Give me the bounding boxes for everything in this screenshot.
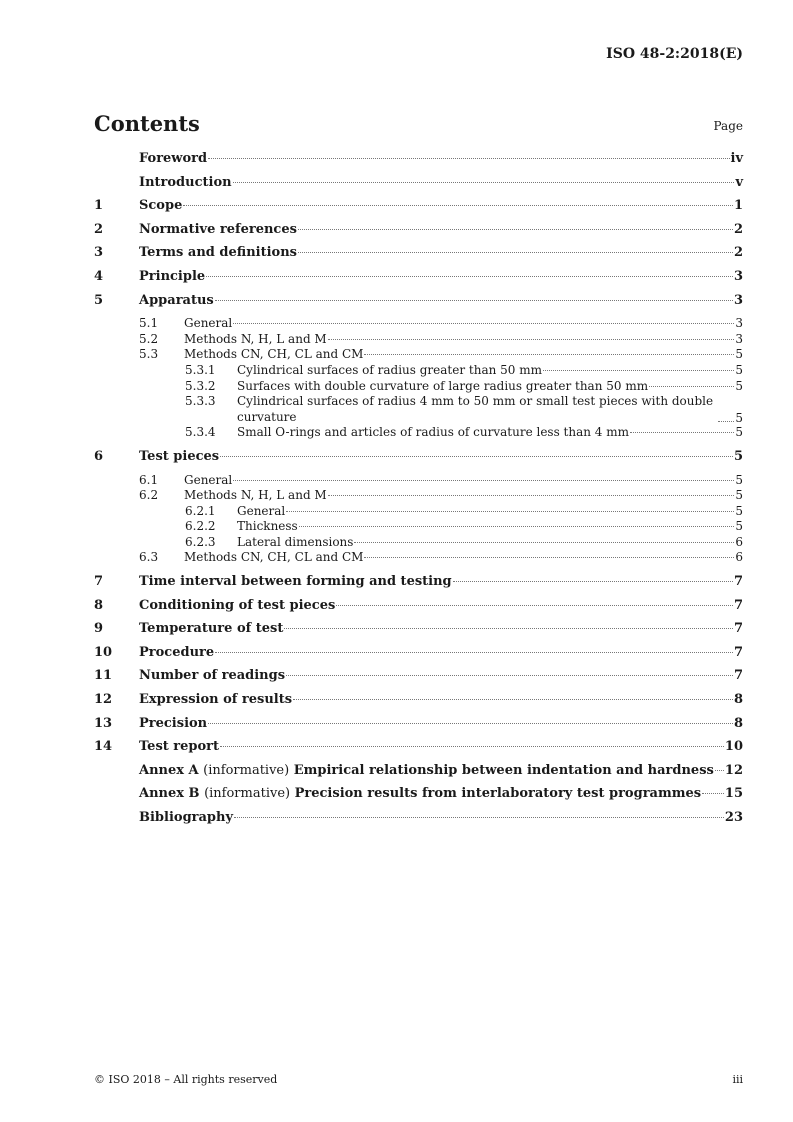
toc-entry[interactable] (94, 716, 743, 740)
toc-entry-text (139, 716, 743, 731)
toc-entry[interactable] (94, 550, 743, 566)
toc-entry-number: 5.3.2 (185, 378, 216, 393)
toc-entry-number: 5.3.1 (185, 362, 216, 377)
toc-page-number: 7 (733, 644, 743, 660)
toc-page-number: 23 (724, 810, 743, 825)
toc-entry-title: Introduction (139, 174, 232, 190)
toc-entry[interactable] (94, 810, 743, 834)
toc-page-number: 2 (733, 221, 743, 237)
toc-entry-number: 6.2 (139, 488, 159, 503)
toc-entry-text (139, 151, 743, 166)
toc-entry[interactable] (94, 504, 743, 520)
toc-entry-text (139, 786, 743, 801)
toc-entry-number: 6.2.1 (185, 503, 216, 518)
toc-entry-number: 14 (94, 739, 113, 755)
toc-entry-title (139, 786, 701, 801)
toc-entry-title: Thickness (237, 519, 298, 534)
dot-leader (233, 480, 734, 481)
toc-entry[interactable] (94, 332, 743, 348)
toc-entry[interactable] (94, 621, 743, 645)
toc-entry-text (237, 363, 743, 377)
toc-page-number: 5 (735, 347, 743, 362)
toc-entry-text (237, 535, 743, 549)
toc-entry-title: Methods CN, CH, CL and CM (184, 347, 364, 362)
toc-entry-text (139, 645, 743, 660)
annex-qualifier: (informative) (203, 762, 290, 778)
toc-page-number: 2 (733, 245, 743, 261)
toc-entry-title: Foreword (139, 151, 208, 166)
toc-entry-text (139, 692, 743, 707)
toc-entry-title: Procedure (139, 644, 215, 660)
toc-entry-title: Terms and definitions (139, 245, 297, 261)
toc-page-number: 7 (733, 668, 743, 684)
toc-entry-number: 5.3 (139, 347, 159, 362)
dot-leader (183, 205, 733, 206)
toc-entry-number: 5.2 (139, 331, 159, 346)
toc-entry-title: Number of readings (139, 668, 286, 684)
dot-leader (298, 229, 733, 230)
dot-leader (220, 456, 733, 457)
annex-qualifier: (informative) (204, 786, 291, 802)
toc-entry[interactable] (94, 473, 743, 489)
dot-leader (354, 542, 734, 543)
toc-entry-number: 12 (94, 692, 113, 708)
annex-label: Annex B (139, 786, 200, 802)
toc-entry-number: 13 (94, 715, 113, 731)
toc-entry-title: Small O-rings and articles of radius of curvature less than 4 mm (237, 425, 630, 440)
toc-entry[interactable] (94, 175, 743, 199)
dot-leader (364, 557, 734, 558)
toc-page-number: 10 (724, 739, 743, 755)
dot-leader (286, 675, 733, 676)
toc-entry-title (139, 763, 714, 778)
dot-leader (718, 421, 734, 422)
toc-entry-number: 5.3.3 (185, 394, 216, 409)
dot-leader (702, 793, 724, 794)
dot-leader (299, 526, 735, 527)
toc-entry-title: General (184, 316, 233, 331)
copyright-notice: © ISO 2018 – All rights reserved (94, 1073, 278, 1086)
toc-page-number: 3 (733, 268, 743, 284)
toc-entry-text (184, 332, 743, 346)
dot-leader (284, 628, 733, 629)
toc-entry[interactable] (94, 198, 743, 222)
toc-entry[interactable] (94, 739, 743, 763)
toc-entry-text (184, 473, 743, 487)
annex-title: Precision results from interlaboratory test programmes (294, 786, 702, 802)
toc-entry-title: Conditioning of test pieces (139, 597, 336, 613)
toc-entry[interactable] (94, 786, 743, 810)
dot-leader (328, 339, 735, 340)
dot-leader (293, 699, 733, 700)
toc-entry[interactable] (94, 574, 743, 598)
toc-entry[interactable] (94, 668, 743, 692)
toc-entry-title: Test report (139, 739, 220, 755)
toc-entry[interactable] (94, 488, 743, 504)
toc-entry[interactable] (94, 425, 743, 441)
dot-leader (453, 581, 733, 582)
dot-leader (234, 817, 724, 818)
toc-entry-number: 6 (94, 448, 104, 464)
toc-entry-title: Time interval between forming and testing (139, 574, 452, 590)
toc-entry-text (139, 739, 743, 754)
toc-page-number: 5 (735, 425, 743, 440)
toc-entry-title: Cylindrical surfaces of radius greater than 50 mm (237, 362, 542, 377)
table-of-contents (94, 151, 743, 834)
annex-title: Empirical relationship between indentation and hardness (293, 762, 714, 778)
toc-page-number: 5 (735, 503, 743, 518)
toc-page-number: 5 (735, 362, 743, 377)
toc-entry[interactable] (94, 222, 743, 246)
dot-leader (286, 511, 734, 512)
toc-entry-text (139, 668, 743, 683)
dot-leader (215, 300, 733, 301)
toc-entry-title: Test pieces (139, 448, 220, 464)
toc-entry[interactable] (94, 519, 743, 535)
toc-entry-number: 1 (94, 198, 104, 214)
dot-leader (233, 323, 734, 324)
contents-heading: Contents (94, 111, 200, 136)
toc-entry-title: Bibliography (139, 810, 234, 825)
dot-leader (208, 723, 733, 724)
toc-entry-text (184, 347, 743, 361)
toc-page-number: iv (730, 151, 743, 166)
toc-entry-number: 5 (94, 292, 104, 308)
toc-entry[interactable] (94, 245, 743, 269)
toc-entry-title: Expression of results (139, 692, 293, 708)
toc-entry-number: 6.1 (139, 472, 159, 487)
toc-entry-text (139, 269, 743, 284)
toc-entry-title: Lateral dimensions (237, 534, 354, 549)
toc-entry-text (184, 488, 743, 502)
toc-entry-text (139, 763, 743, 778)
toc-entry-title: Apparatus (139, 292, 214, 308)
dot-leader (543, 370, 734, 371)
toc-entry[interactable] (94, 269, 743, 293)
toc-entry[interactable] (94, 394, 743, 425)
toc-page-number: v (735, 174, 743, 190)
dot-leader (328, 495, 735, 496)
toc-entry[interactable] (94, 293, 743, 317)
toc-entry-title: Methods N, H, L and M (184, 331, 327, 346)
toc-page-number: 12 (724, 762, 743, 778)
toc-entry-number: 6.2.3 (185, 534, 216, 549)
toc-entry-title: Scope (139, 198, 183, 214)
toc-entry-title: Normative references (139, 221, 297, 237)
toc-entry[interactable] (94, 645, 743, 669)
dot-leader (364, 354, 734, 355)
toc-entry-title: Methods N, H, L and M (184, 488, 327, 503)
toc-entry[interactable] (94, 692, 743, 716)
toc-entry-text (139, 222, 743, 237)
toc-page-number: 5 (735, 519, 743, 534)
toc-entry[interactable] (94, 449, 743, 473)
toc-entry-number: 11 (94, 668, 113, 684)
toc-entry-number: 2 (94, 221, 104, 237)
dot-leader (215, 652, 733, 653)
toc-entry-title: General (237, 503, 286, 518)
toc-entry-text (237, 504, 743, 518)
toc-page-number: 5 (733, 448, 743, 464)
toc-entry-text (139, 175, 743, 190)
toc-page-number: 3 (735, 316, 743, 331)
toc-page-number: 3 (735, 331, 743, 346)
toc-page-number: 7 (733, 574, 743, 590)
toc-entry-number: 10 (94, 644, 113, 660)
toc-page-number: 5 (735, 378, 743, 393)
toc-entry-number: 4 (94, 268, 104, 284)
page-column-label: Page (713, 119, 743, 133)
toc-entry-text (184, 316, 743, 330)
toc-entry-number: 9 (94, 621, 104, 637)
toc-entry-number: 7 (94, 574, 104, 590)
toc-entry-text (139, 621, 743, 636)
toc-entry-text (139, 810, 743, 825)
toc-entry[interactable] (94, 363, 743, 379)
toc-entry-number: 3 (94, 245, 104, 261)
toc-entry[interactable] (94, 347, 743, 363)
toc-entry-title: Methods CN, CH, CL and CM (184, 550, 364, 565)
toc-page-number: 6 (735, 550, 743, 565)
toc-entry[interactable] (94, 598, 743, 622)
toc-entry-number: 5.1 (139, 316, 159, 331)
toc-entry-text (184, 550, 743, 564)
toc-entry-text (139, 198, 743, 213)
toc-entry-text (139, 293, 743, 308)
toc-page-number: 8 (733, 715, 743, 731)
toc-page-number: 8 (733, 692, 743, 708)
toc-entry-title: Cylindrical surfaces of radius 4 mm to 50 mm or small test pieces with double curvature (237, 394, 714, 424)
annex-label: Annex A (139, 762, 199, 778)
toc-entry[interactable] (94, 763, 743, 787)
toc-entry-title: Precision (139, 715, 208, 731)
dot-leader (208, 158, 729, 159)
toc-entry-text (139, 245, 743, 260)
toc-entry[interactable] (94, 151, 743, 175)
toc-entry-text (237, 425, 743, 439)
toc-entry-number: 5.3.4 (185, 425, 216, 440)
toc-page-number: 3 (733, 292, 743, 308)
toc-entry-text (237, 379, 743, 393)
toc-page-number: 7 (733, 597, 743, 613)
page-footer (94, 1073, 743, 1086)
toc-entry-text (237, 394, 743, 425)
toc-page-number: 5 (735, 472, 743, 487)
toc-entry-number: 6.3 (139, 550, 159, 565)
toc-entry-title: General (184, 472, 233, 487)
dot-leader (336, 605, 733, 606)
toc-entry[interactable] (94, 379, 743, 395)
toc-page-number: 5 (735, 488, 743, 503)
dot-leader (220, 746, 724, 747)
toc-entry-title: Principle (139, 268, 206, 284)
toc-entry-title: Surfaces with double curvature of large radius greater than 50 mm (237, 378, 649, 393)
toc-entry-number: 8 (94, 597, 104, 613)
toc-page-number: 5 (735, 411, 743, 426)
toc-entry-text (237, 519, 743, 533)
toc-page-number: 7 (733, 621, 743, 637)
page-number: iii (732, 1073, 743, 1086)
toc-entry-number: 6.2.2 (185, 519, 216, 534)
dot-leader (649, 386, 734, 387)
dot-leader (298, 252, 733, 253)
toc-entry[interactable] (94, 316, 743, 332)
dot-leader (206, 276, 733, 277)
toc-page-number: 15 (724, 786, 743, 802)
toc-page-number: 1 (733, 198, 743, 214)
dot-leader (715, 770, 724, 771)
toc-entry-text (139, 449, 743, 464)
toc-entry-text (139, 598, 743, 613)
toc-entry-title: Temperature of test (139, 621, 284, 637)
dot-leader (630, 432, 734, 433)
toc-entry-text (139, 574, 743, 589)
dot-leader (233, 182, 735, 183)
toc-page-number: 6 (735, 534, 743, 549)
document-id: ISO 48-2:2018(E) (606, 46, 743, 62)
toc-entry[interactable] (94, 535, 743, 551)
